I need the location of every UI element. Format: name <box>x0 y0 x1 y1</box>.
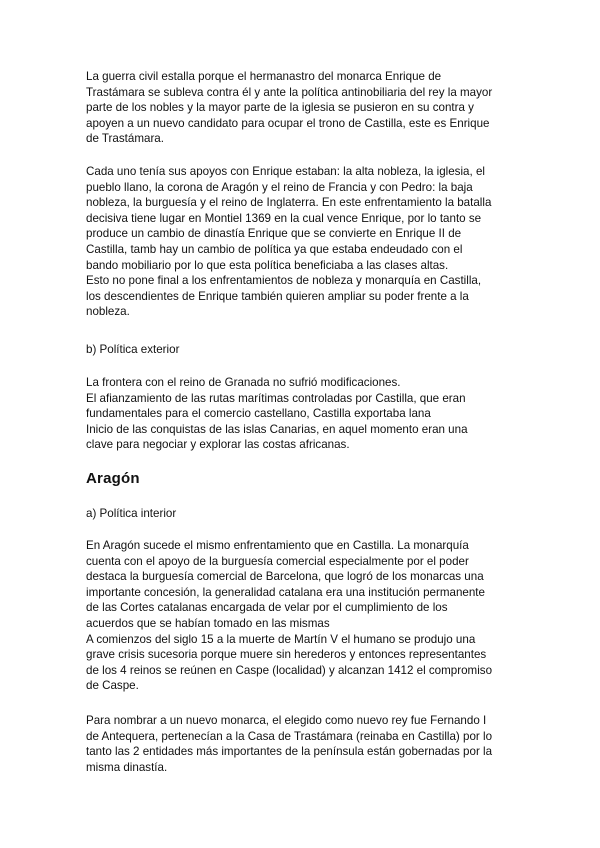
text-line: bando mobiliario por lo que esta política beneficiaba a las clases altas. <box>86 258 449 272</box>
paragraph-nuevo-monarca <box>86 713 526 775</box>
text-line: cuenta con el apoyo de la burguesía comercial especialmente por el poder <box>86 554 469 568</box>
text-line: A comienzos del siglo 15 a la muerte de Martín V el humano se produjo una <box>86 632 476 646</box>
text-line: de Caspe. <box>86 679 139 693</box>
section-heading-aragon: Aragón <box>86 470 140 487</box>
text-line: Esto no pone final a los enfrentamientos de nobleza y monarquía en Castilla, <box>86 274 482 288</box>
subheading-politica-exterior <box>86 342 526 358</box>
text-line: de Antequera, pertenecían a la Casa de Trastámara (reinaba en Castilla) por lo <box>86 729 493 743</box>
text-line: produce un cambio de dinastía Enrique que se convierte en Enrique II de <box>86 227 462 241</box>
text-line: importante concesión, la generalidad catalana era una institución permanente <box>86 585 485 599</box>
subheading-text: b) Política exterior <box>86 343 180 356</box>
text-line: acuerdos que se habían tomado en las mismas <box>86 616 330 630</box>
subheading-text: a) Política interior <box>86 507 177 520</box>
text-line: apoyen a un nuevo candidato para ocupar el trono de Castilla, este es Enrique <box>86 116 490 130</box>
text-line: de Trastámara. <box>86 132 164 146</box>
text-line: misma dinastía. <box>86 760 168 774</box>
paragraph-aragon-enfrentamiento <box>86 538 526 694</box>
text-line: fundamentales para el comercio castellano, Castilla exportaba lana <box>86 407 431 421</box>
text-line: Inicio de las conquistas de las islas Canarias, en aquel momento eran una <box>86 422 468 436</box>
text-line: pueblo llano, la corona de Aragón y el reino de Francia y con Pedro: la baja <box>86 180 473 194</box>
text-line: de las Cortes catalanas encargada de velar por el cumplimiento de los <box>86 601 448 615</box>
text-line: de los 4 reinos se reúnen en Caspe (localidad) y alcanzan 1412 el compromiso <box>86 663 493 677</box>
text-line: La frontera con el reino de Granada no sufrió modificaciones. <box>86 376 401 389</box>
text-line: nobleza. <box>86 305 130 319</box>
text-line: clave para negociar y explorar las costas africanas. <box>86 438 350 452</box>
paragraph-guerra-civil <box>86 69 526 147</box>
paragraph-frontera <box>86 375 526 453</box>
text-line: El afianzamiento de las rutas marítimas controladas por Castilla, que eran <box>86 391 466 405</box>
text-line: Trastámara se subleva contra él y ante la política antinobiliaria del rey la mayor <box>86 85 493 99</box>
text-line: tanto las 2 entidades más importantes de la península están gobernadas por la <box>86 745 493 759</box>
text-line: grave crisis sucesoria porque muere sin herederos y entonces representantes <box>86 648 487 662</box>
text-line: los descendientes de Enrique también quieren ampliar su poder frente a la <box>86 289 469 303</box>
text-line: Para nombrar a un nuevo monarca, el elegido como nuevo rey fue Fernando I <box>86 714 487 727</box>
text-line: parte de los nobles y la mayor parte de la iglesia se pusieron en su contra y <box>86 101 474 115</box>
text-line: destaca la burguesía comercial de Barcelona, que logró de los monarcas una <box>86 570 484 584</box>
paragraph-apoyos <box>86 164 526 320</box>
text-line: Castilla, tamb hay un cambio de política ya que estaba endeudado con el <box>86 242 463 256</box>
text-line: nobleza, la burguesía y el reino de Inglaterra. En este enfrentamiento la batalla <box>86 196 492 210</box>
subheading-politica-interior <box>86 506 526 522</box>
text-line: Cada uno tenía sus apoyos con Enrique estaban: la alta nobleza, la iglesia, el <box>86 165 485 178</box>
text-line: decisiva tiene lugar en Montiel 1369 en la cual vence Enrique, por lo tanto se <box>86 211 482 225</box>
text-line: En Aragón sucede el mismo enfrentamiento que en Castilla. La monarquía <box>86 539 469 552</box>
text-line: La guerra civil estalla porque el hermanastro del monarca Enrique de <box>86 70 442 83</box>
